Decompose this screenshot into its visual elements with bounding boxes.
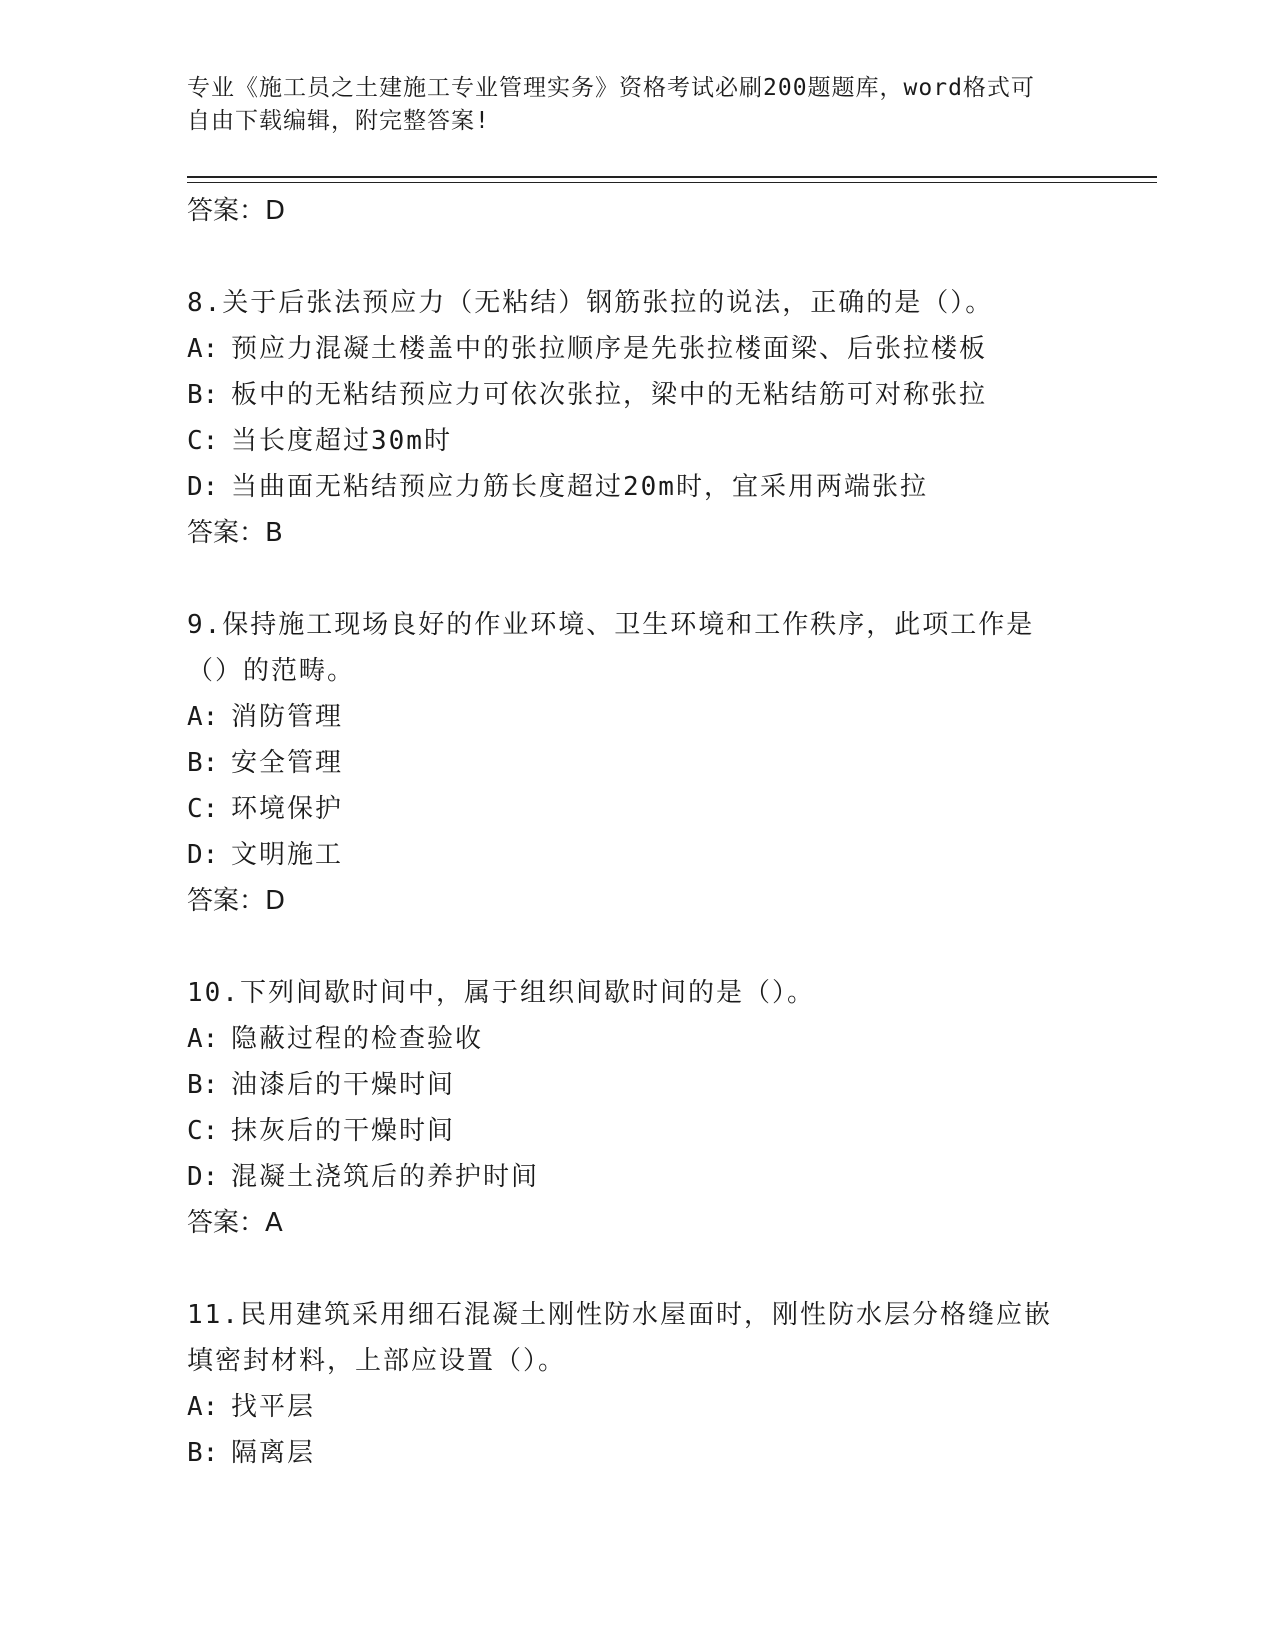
option-text: 找平层 [231,1392,316,1422]
question-list [187,188,1147,1476]
option-text: 油漆后的干燥时间 [231,1070,456,1100]
option-text: 当长度超过30m时 [231,426,452,456]
question-stem-line: 10.下列间歇时间中，属于组织间歇时间的是（）。 [187,978,815,1008]
question-stem [187,1292,1147,1384]
option-key: B: [187,748,219,778]
option-text: 隐蔽过程的检查验收 [231,1024,484,1054]
option-key: D: [187,1162,219,1192]
answer-option [187,740,1147,786]
option-text: 安全管理 [231,748,344,778]
question-answer: 答案：A [187,1208,283,1238]
option-key: A: [187,1392,219,1422]
option-key: C: [187,426,219,456]
option-key: B: [187,380,219,410]
option-key: A: [187,334,219,364]
question-answer: 答案：B [187,518,283,548]
document-header [187,72,1067,138]
question-block [187,602,1147,924]
answer-option [187,372,1147,418]
answer-option [187,326,1147,372]
answer-option [187,1430,1147,1476]
question-stem-line: 8.关于后张法预应力（无粘结）钢筋张拉的说法，正确的是（）。 [187,288,994,318]
answer-option [187,418,1147,464]
option-key: A: [187,1024,219,1054]
question-stem [187,280,1147,326]
previous-answer: 答案：D [187,196,286,226]
option-key: B: [187,1070,219,1100]
answer-option [187,1016,1147,1062]
option-text: 文明施工 [231,840,344,870]
answer-option [187,1384,1147,1430]
header-divider-thin [187,182,1157,183]
question-stem-line: 9.保持施工现场良好的作业环境、卫生环境和工作秩序，此项工作是 [187,610,1035,640]
option-key: B: [187,1438,219,1468]
option-key: A: [187,702,219,732]
answer-option [187,1154,1147,1200]
option-text: 混凝土浇筑后的养护时间 [231,1162,540,1192]
option-key: D: [187,472,219,502]
option-text: 消防管理 [231,702,344,732]
option-text: 环境保护 [231,794,344,824]
question-stem-line: 填密封材料，上部应设置（）。 [187,1346,567,1376]
answer-option [187,1108,1147,1154]
option-text: 抹灰后的干燥时间 [231,1116,456,1146]
question-block [187,280,1147,556]
option-key: D: [187,840,219,870]
answer-option [187,786,1147,832]
question-stem [187,602,1147,694]
option-text: 预应力混凝土楼盖中的张拉顺序是先张拉楼面梁、后张拉楼板 [231,334,988,364]
question-stem-line: （）的范畴。 [187,656,356,686]
question-answer: 答案：D [187,886,286,916]
option-key: C: [187,794,219,824]
header-line-2: 自由下载编辑，附完整答案! [187,108,490,134]
question-block [187,1292,1147,1476]
option-text: 板中的无粘结预应力可依次张拉，梁中的无粘结筋可对称张拉 [231,380,988,410]
option-text: 隔离层 [231,1438,316,1468]
answer-option [187,832,1147,878]
option-key: C: [187,1116,219,1146]
answer-option [187,1062,1147,1108]
answer-option [187,464,1147,510]
header-line-1: 专业《施工员之土建施工专业管理实务》资格考试必刷200题题库，word格式可 [187,75,1035,101]
question-block [187,970,1147,1246]
question-stem [187,970,1147,1016]
answer-option [187,694,1147,740]
question-stem-line: 11.民用建筑采用细石混凝土刚性防水屋面时，刚性防水层分格缝应嵌 [187,1300,1052,1330]
option-text: 当曲面无粘结预应力筋长度超过20m时，宜采用两端张拉 [231,472,928,502]
header-divider-thick [187,176,1157,178]
